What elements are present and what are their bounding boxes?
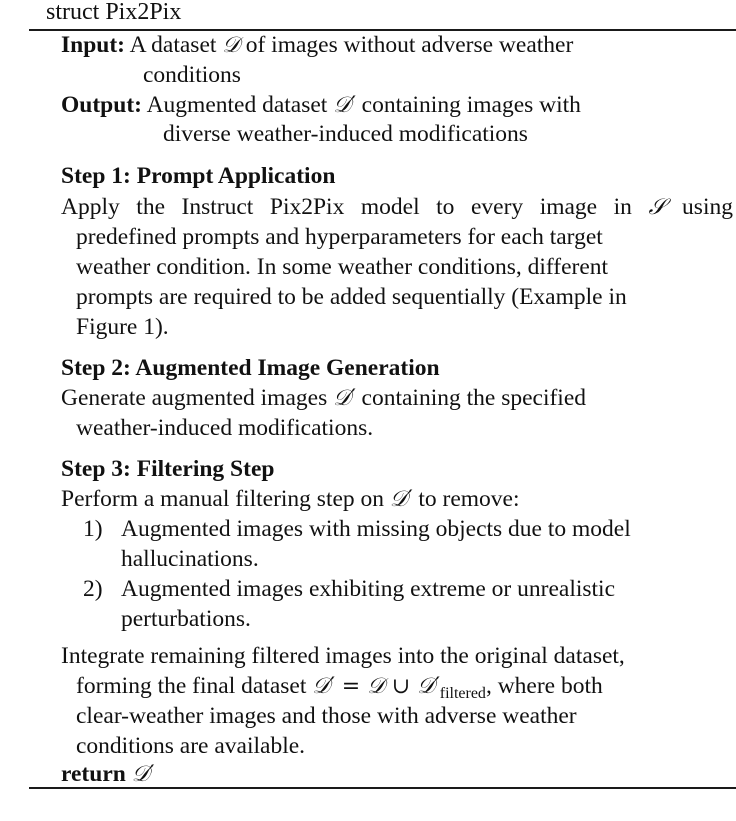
list-item-line-1: Augmented images exhibiting extreme or unrealistic (121, 576, 616, 602)
step2-heading: Step 2: Augmented Image Generation (61, 355, 440, 381)
output-label: Output: (61, 92, 142, 118)
output-line-1: Output: Augmented dataset 𝒟′ containing images with (61, 92, 581, 118)
list-item-line-2: perturbations. (121, 606, 251, 632)
return-symbol: 𝒟′ (131, 762, 155, 787)
step3-heading: Step 3: Filtering Step (61, 456, 275, 482)
algorithm-title: struct Pix2Pix (46, 0, 182, 25)
final-dataset-formula: 𝒟′ = 𝒟 ∪ 𝒟′ (312, 674, 440, 699)
step3-line-1: Perform a manual filtering step on 𝒟′ to remove: (61, 486, 520, 512)
step2-line-1: Generate augmented images 𝒟′ containing the specified (61, 385, 587, 411)
input-label: Input: (61, 32, 126, 58)
step1-heading: Step 1: Prompt Application (61, 163, 336, 189)
step1-line-1: Apply the Instruct Pix2Pix model to every image in 𝒮 using (61, 194, 733, 220)
integrate-line-3: clear-weather images and those with adverse weather (76, 703, 577, 729)
step2-line-2: weather-induced modifications. (76, 415, 374, 441)
integrate-line-1: Integrate remaining filtered images into the original dataset, (61, 643, 625, 669)
return-line (61, 759, 154, 790)
return-keyword: return (61, 761, 126, 787)
step1-line-4: prompts are required to be added sequentially (Example in (76, 284, 627, 310)
dataset-symbol: 𝒟 (222, 33, 240, 58)
augmented-dataset-symbol: 𝒟′ (333, 386, 356, 411)
bottom-rule (29, 787, 736, 789)
augmented-dataset-symbol: 𝒟′ (333, 93, 356, 118)
list-item-number: 2) (83, 576, 103, 602)
augmented-dataset-symbol: 𝒟′ (389, 487, 413, 512)
integrate-line-4: conditions are available. (76, 733, 306, 759)
integrate-line-2: forming the final dataset 𝒟′ = 𝒟 ∪ $𝒟'_{filtered}$, where both (76, 673, 603, 702)
list-item-line-1: Augmented images with missing objects due to model (121, 516, 631, 542)
source-set-symbol: 𝒮 (648, 195, 666, 220)
list-item-line-2: hallucinations. (121, 546, 259, 572)
output-line-2: diverse weather-induced modifications (163, 121, 528, 147)
step1-line-5: Figure 1). (76, 314, 169, 340)
step1-line-3: weather condition. In some weather conditions, different (76, 254, 609, 280)
step1-line-2: predefined prompts and hyperparameters for each target (76, 224, 603, 250)
list-item-number: 1) (83, 516, 103, 542)
input-line-2: conditions (143, 62, 241, 88)
input-line-1: Input: A dataset 𝒟 of images without adverse weather (61, 32, 574, 58)
filtered-subscript: filtered (439, 685, 486, 702)
